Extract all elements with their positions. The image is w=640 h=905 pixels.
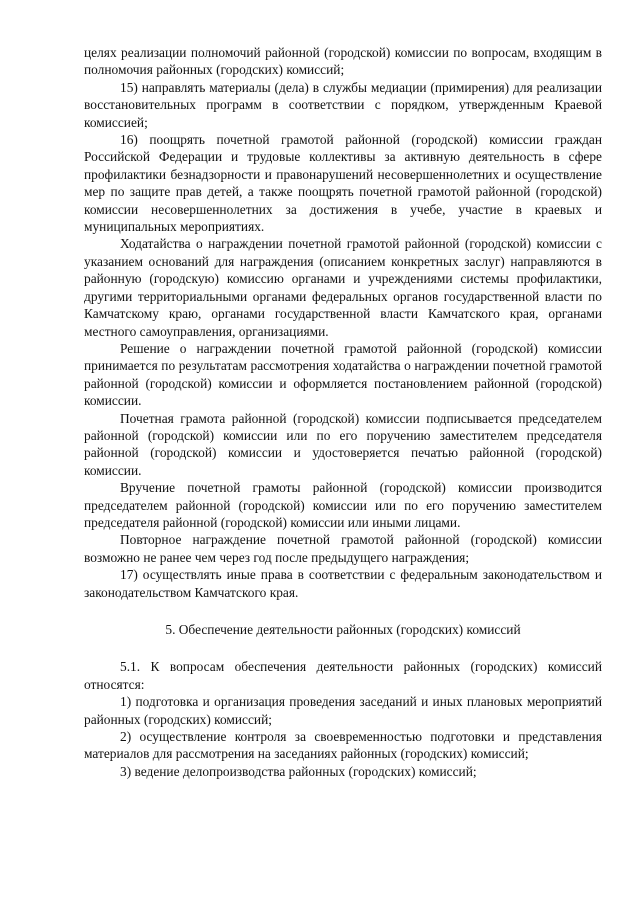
paragraph-item-17: 17) осуществлять иные права в соответствии с федеральным законодательством и законодательством Камчатского края. (84, 567, 602, 600)
document-page (84, 44, 602, 780)
paragraph-support-item-3: 3) ведение делопроизводства районных (городских) комиссий; (120, 763, 477, 779)
paragraph-item-15: 15) направлять материалы (дела) в службы медиации (примирения) для реализации восстановительных программ в соответствии с порядком, утвержденным Краевой комиссией; (84, 79, 602, 130)
paragraph-support-item-2: 2) осуществление контроля за своевременностью подготовки и представления материалов для рассмотрения на заседаниях районных (городских) комиссий; (84, 729, 602, 762)
paragraph-support-item-1: 1) подготовка и организация проведения заседаний и иных плановых мероприятий районных (городских) комиссий; (84, 694, 602, 727)
section-heading: 5. Обеспечение деятельности районных (городских) комиссий (165, 622, 521, 637)
paragraph-repeat-award: Повторное награждение почетной грамотой районной (городской) комиссии возможно не ранее чем через год после предыдущего награждения; (84, 532, 602, 565)
paragraph-presentation: Вручение почетной грамоты районной (городской) комиссии производится председателем районной (городской) комиссии или по его поручению заместителем председателя районной (городской) комиссии или иными лицами. (84, 480, 602, 530)
paragraph-decision: Решение о награждении почетной грамотой районной (городской) комиссии принимается по результатам рассмотрения ходатайства о награждении почетной грамотой районной (городской) комиссии и оформляется постановлением районной (городской) комиссии. (84, 340, 602, 409)
paragraph-continuation: целях реализации полномочий районной (городской) комиссии по вопросам, входящим в полномочия районных (городских) комиссий; (84, 45, 602, 78)
paragraph-5-1: 5.1. К вопросам обеспечения деятельности районных (городских) комиссий относятся: (84, 659, 602, 692)
paragraph-item-16: 16) поощрять почетной грамотой районной (городской) комиссии граждан Российской Федерации и трудовые коллективы за активную деятельность в сфере профилактики безнадзорности и правонарушений несовершеннолетних и осуществление мер по защите прав детей, а также поощрять почетной грамотой районной (городской) комиссии несовершеннолетних за достижения в учебе, участие в краевых и муниципальных мероприятиях. (84, 132, 602, 235)
paragraph-signing: Почетная грамота районной (городской) комиссии подписывается председателем районной (городской) комиссии или по его поручению заместителем председателя районной (городской) комиссии и удостоверяется печатью районной (городской) комиссии. (84, 410, 602, 478)
paragraph-petitions: Ходатайства о награждении почетной грамотой районной (городской) комиссии с указанием оснований для награждения (описанием конкретных заслуг) направляются в районную (городскую) комиссию органами и учреждениями системы профилактики, другими территориальными органами федеральных органов государственной власти по Камчатскому краю, органами государственной власти Камчатского края, органами местного самоуправления, организациями. (84, 236, 602, 339)
